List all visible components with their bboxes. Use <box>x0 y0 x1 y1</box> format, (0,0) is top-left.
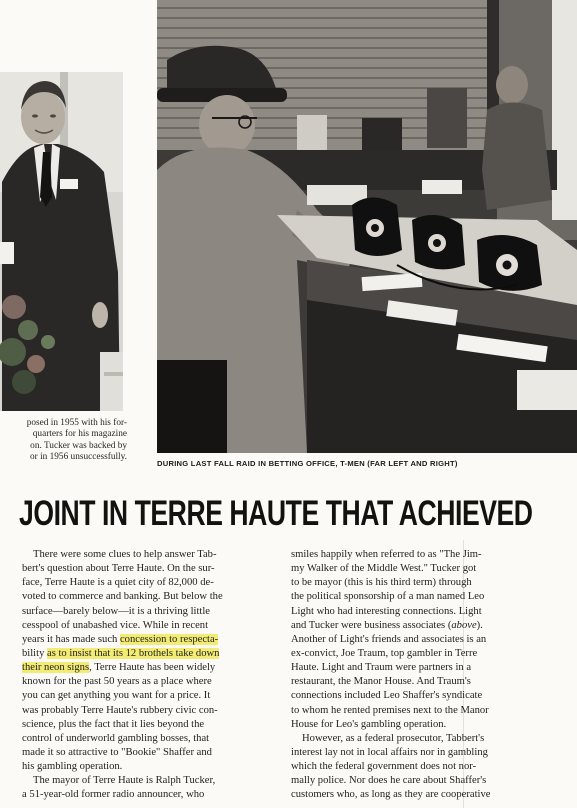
highlighted-text: as to insist that its 12 brothels take down <box>47 647 220 659</box>
text-line: was probably Terre Haute's rubbery civic con- <box>22 704 218 716</box>
text-span: and Tucker were business associates ( <box>291 619 452 631</box>
right-photo-caption: DURING LAST FALL RAID IN BETTING OFFICE, T-MEN (FAR LEFT AND RIGHT) <box>157 459 458 468</box>
text-span: years it has made such <box>22 633 120 645</box>
text-line: a 51-year-old former radio announcer, who <box>22 789 205 801</box>
article-headline: JOINT IN TERRE HAUTE THAT ACHIEVED <box>19 494 533 533</box>
caption-line: on. Tucker was backed by <box>30 440 127 451</box>
text-line: to be mayor (this is his third term) through <box>291 577 472 589</box>
text-span: ). <box>476 619 483 631</box>
text-line: connections included Leo Shaffer's syndicate <box>291 690 483 702</box>
text-line: which the federal government does not nor- <box>291 761 477 773</box>
text-line: control of underworld gambling bosses, that <box>22 732 210 744</box>
text-line: to whom he rented premises next to the Manor <box>291 704 489 716</box>
text-line: House for Leo's gambling operation. <box>291 718 447 730</box>
left-photo <box>0 72 123 411</box>
text-line: Haute. Light and Traum were partners in a <box>291 662 472 674</box>
text-line: my Walker of the Middle West." Tucker got <box>291 563 477 575</box>
text-line: Another of Light's friends and associates is an <box>291 633 487 645</box>
text-line: The mayor of Terre Haute is Ralph Tucker, <box>33 775 216 787</box>
text-line: his gambling operation. <box>22 761 123 773</box>
text-span: bility <box>22 647 48 659</box>
caption-line: quarters for his magazine <box>32 429 127 440</box>
text-line: interest lay not in local affairs nor in gambling <box>291 746 488 758</box>
caption-line: posed in 1955 with his for- <box>26 418 127 428</box>
article-column-2 <box>291 548 538 803</box>
article-column-1 <box>22 548 270 803</box>
text-line: the political sponsorship of a man named Leo <box>291 591 485 603</box>
text-line: you can get anything you want for a price. It <box>22 690 211 702</box>
text-line: Light who had interesting connections. Light <box>291 605 482 617</box>
text-line: There were some clues to help answer Tab- <box>33 549 217 560</box>
text-line: customers who, as long as they are cooperative <box>291 789 491 801</box>
text-line: surface—barely below—it is a thriving little <box>22 605 210 617</box>
text-line: ex-convict, Joe Traum, top gambler in Terre <box>291 647 478 659</box>
text-line: cesspool of unabashed vice. While in recent <box>22 619 209 631</box>
text-line: face, Terre Haute is a quiet city of 82,000 de- <box>22 577 214 589</box>
caption-line: or in 1956 unsuccessfully. <box>30 452 127 463</box>
highlighted-text: concession to respecta- <box>119 633 219 645</box>
text-line <box>22 633 270 647</box>
text-line: bert's question about Terre Haute. On the sur- <box>22 563 215 575</box>
text-span: , Terre Haute has been widely <box>89 662 216 674</box>
highlighted-text: their neon signs <box>22 662 90 674</box>
text-line: made it so attractive to "Bookie" Shaffer and <box>22 746 212 758</box>
text-line: mally police. Nor does he care about Shaffer's <box>291 775 487 787</box>
text-line <box>22 661 270 675</box>
text-line: science, plus the fact that it lies beyond the <box>22 718 205 730</box>
text-line: voted to commerce and banking. But below the <box>22 591 223 603</box>
left-photo-caption <box>0 418 127 464</box>
text-line: restaurant, the Manor House. And Traum's <box>291 676 471 688</box>
right-photo <box>157 0 577 453</box>
text-line <box>291 619 538 633</box>
text-line: smiles happily when referred to as "The Jim- <box>291 549 482 560</box>
text-line <box>22 647 270 661</box>
text-line: However, as a federal prosecutor, Tabbert's <box>302 732 485 744</box>
text-line: known for the past 50 years as a place where <box>22 676 212 688</box>
italic-text: above <box>451 619 477 631</box>
